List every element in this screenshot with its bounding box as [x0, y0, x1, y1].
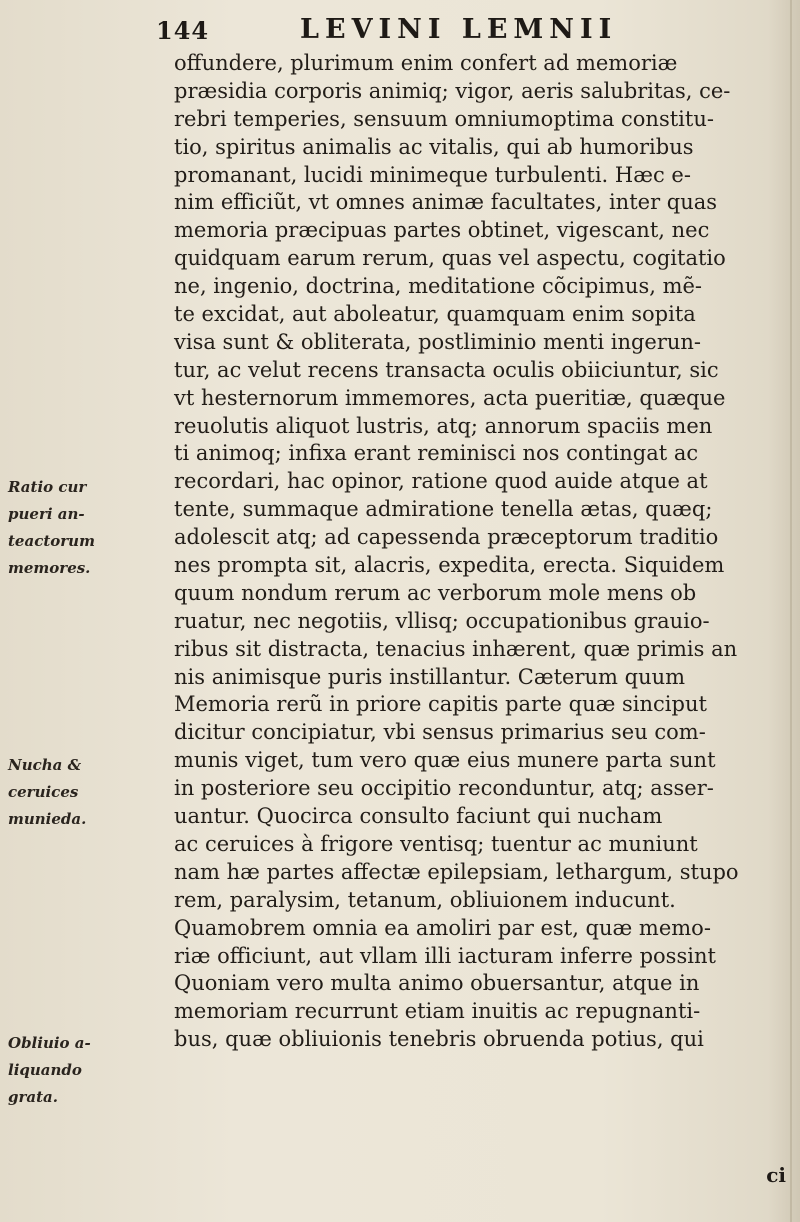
text-line: quum nondum rerum ac verborum mole mens ob	[174, 580, 697, 605]
text-line: ti animoq; infixa erant reminisci nos contingat ac	[174, 441, 699, 466]
text-line: offundere, plurimum enim confert ad memoriæ	[174, 51, 678, 75]
text-line: reuolutis aliquot lustris, atq; annorum spaciis men	[174, 413, 713, 438]
text-line: ne, ingenio, doctrina, meditatione cõcipimus, mẽ-	[174, 274, 703, 299]
text-line: præsidia corporis animiq; vigor, aeris salubritas, ce-	[174, 78, 731, 103]
page-number: 144	[156, 16, 210, 45]
margin-note-obliuio	[8, 1030, 158, 1111]
text-line: Quamobrem omnia ea amoliri par est, quæ memo-	[174, 915, 711, 940]
text-line: rem, paralysim, tetanum, obliuionem inducunt.	[174, 887, 676, 912]
margin-note-line: pueri an-	[8, 505, 85, 523]
text-line: visa sunt & obliterata, postliminio menti ingerun-	[174, 329, 702, 354]
text-line: riæ officiunt, aut vllam illi iacturam inferre possint	[174, 943, 716, 968]
text-line: Quoniam vero multa animo obuersantur, atque in	[174, 971, 700, 996]
text-line: nis animisque puris instillantur. Cæterum quum	[174, 664, 686, 689]
text-line: Memoria rerũ in priore capitis parte quæ sinciput	[174, 692, 707, 717]
text-line: ac ceruices à frigore ventisq; tuentur ac muniunt	[174, 831, 698, 856]
text-line: tente, summaque admiratione tenella ætas, quæq;	[174, 497, 713, 522]
margin-note-line: ceruices	[8, 783, 79, 801]
margin-note-line: memores.	[8, 559, 91, 577]
text-line: in posteriore seu occipitio reconduntur, atq; asser-	[174, 776, 714, 801]
text-line: rebri temperies, sensuum omniumoptima constitu-	[174, 106, 714, 131]
text-line: uantur. Quocirca consulto faciunt qui nucham	[174, 804, 663, 829]
margin-note-line: munieda.	[8, 810, 87, 828]
text-line: ribus sit distracta, tenacius inhærent, quæ primis an	[174, 636, 738, 661]
text-line: te excidat, aut aboleatur, quamquam enim sopita	[174, 302, 696, 327]
text-line: memoria præcipuas partes obtinet, vigescant, nec	[174, 218, 710, 243]
text-line: vt hesternorum immemores, acta pueritiæ, quæque	[174, 385, 726, 410]
text-line: recordari, hac opinor, ratione quod auide atque at	[174, 469, 708, 494]
margin-note-line: Nucha &	[8, 756, 82, 774]
margin-note-line: teactorum	[8, 532, 95, 550]
text-line: ruatur, nec negotiis, vllisq; occupationibus grauio-	[174, 608, 710, 633]
text-line: tio, spiritus animalis ac vitalis, qui ab humoribus	[174, 134, 694, 159]
text-line: dicitur concipiatur, vbi sensus primarius seu com-	[174, 720, 706, 745]
text-line: tur, ac velut recens transacta oculis obiiciuntur, sic	[174, 357, 719, 382]
text-line: nam hæ partes affectæ epilepsiam, lethargum, stupo	[174, 859, 739, 884]
margin-note-ratio	[8, 474, 158, 582]
text-line: munis viget, tum vero quæ eius munere parta sunt	[174, 748, 716, 773]
text-line: bus, quæ obliuionis tenebris obruenda potius, qui	[174, 1027, 704, 1052]
body-text	[174, 50, 794, 1054]
margin-note-line: liquando	[8, 1061, 82, 1079]
text-line: quidquam earum rerum, quas vel aspectu, cogitatio	[174, 246, 726, 271]
margin-note-line: Ratio cur	[8, 478, 87, 496]
page-header	[150, 12, 770, 48]
text-line: adolescit atq; ad capessenda præceptorum traditio	[174, 525, 719, 550]
text-line: promanant, lucidi minimeque turbulenti. Hæc e-	[174, 162, 691, 187]
text-line: nes prompta sit, alacris, expedita, erecta. Siquidem	[174, 553, 725, 578]
text-line: nim efficiũt, vt omnes animæ facultates, inter quas	[174, 190, 718, 215]
running-title: LEVINI LEMNII	[300, 14, 618, 45]
text-line: memoriam recurrunt etiam inuitis ac repugnanti-	[174, 999, 701, 1024]
margin-note-line: grata.	[8, 1088, 58, 1106]
margin-note-nucha	[8, 752, 158, 833]
margin-note-line: Obliuio a-	[8, 1034, 91, 1052]
catchword: ci	[766, 1163, 786, 1187]
